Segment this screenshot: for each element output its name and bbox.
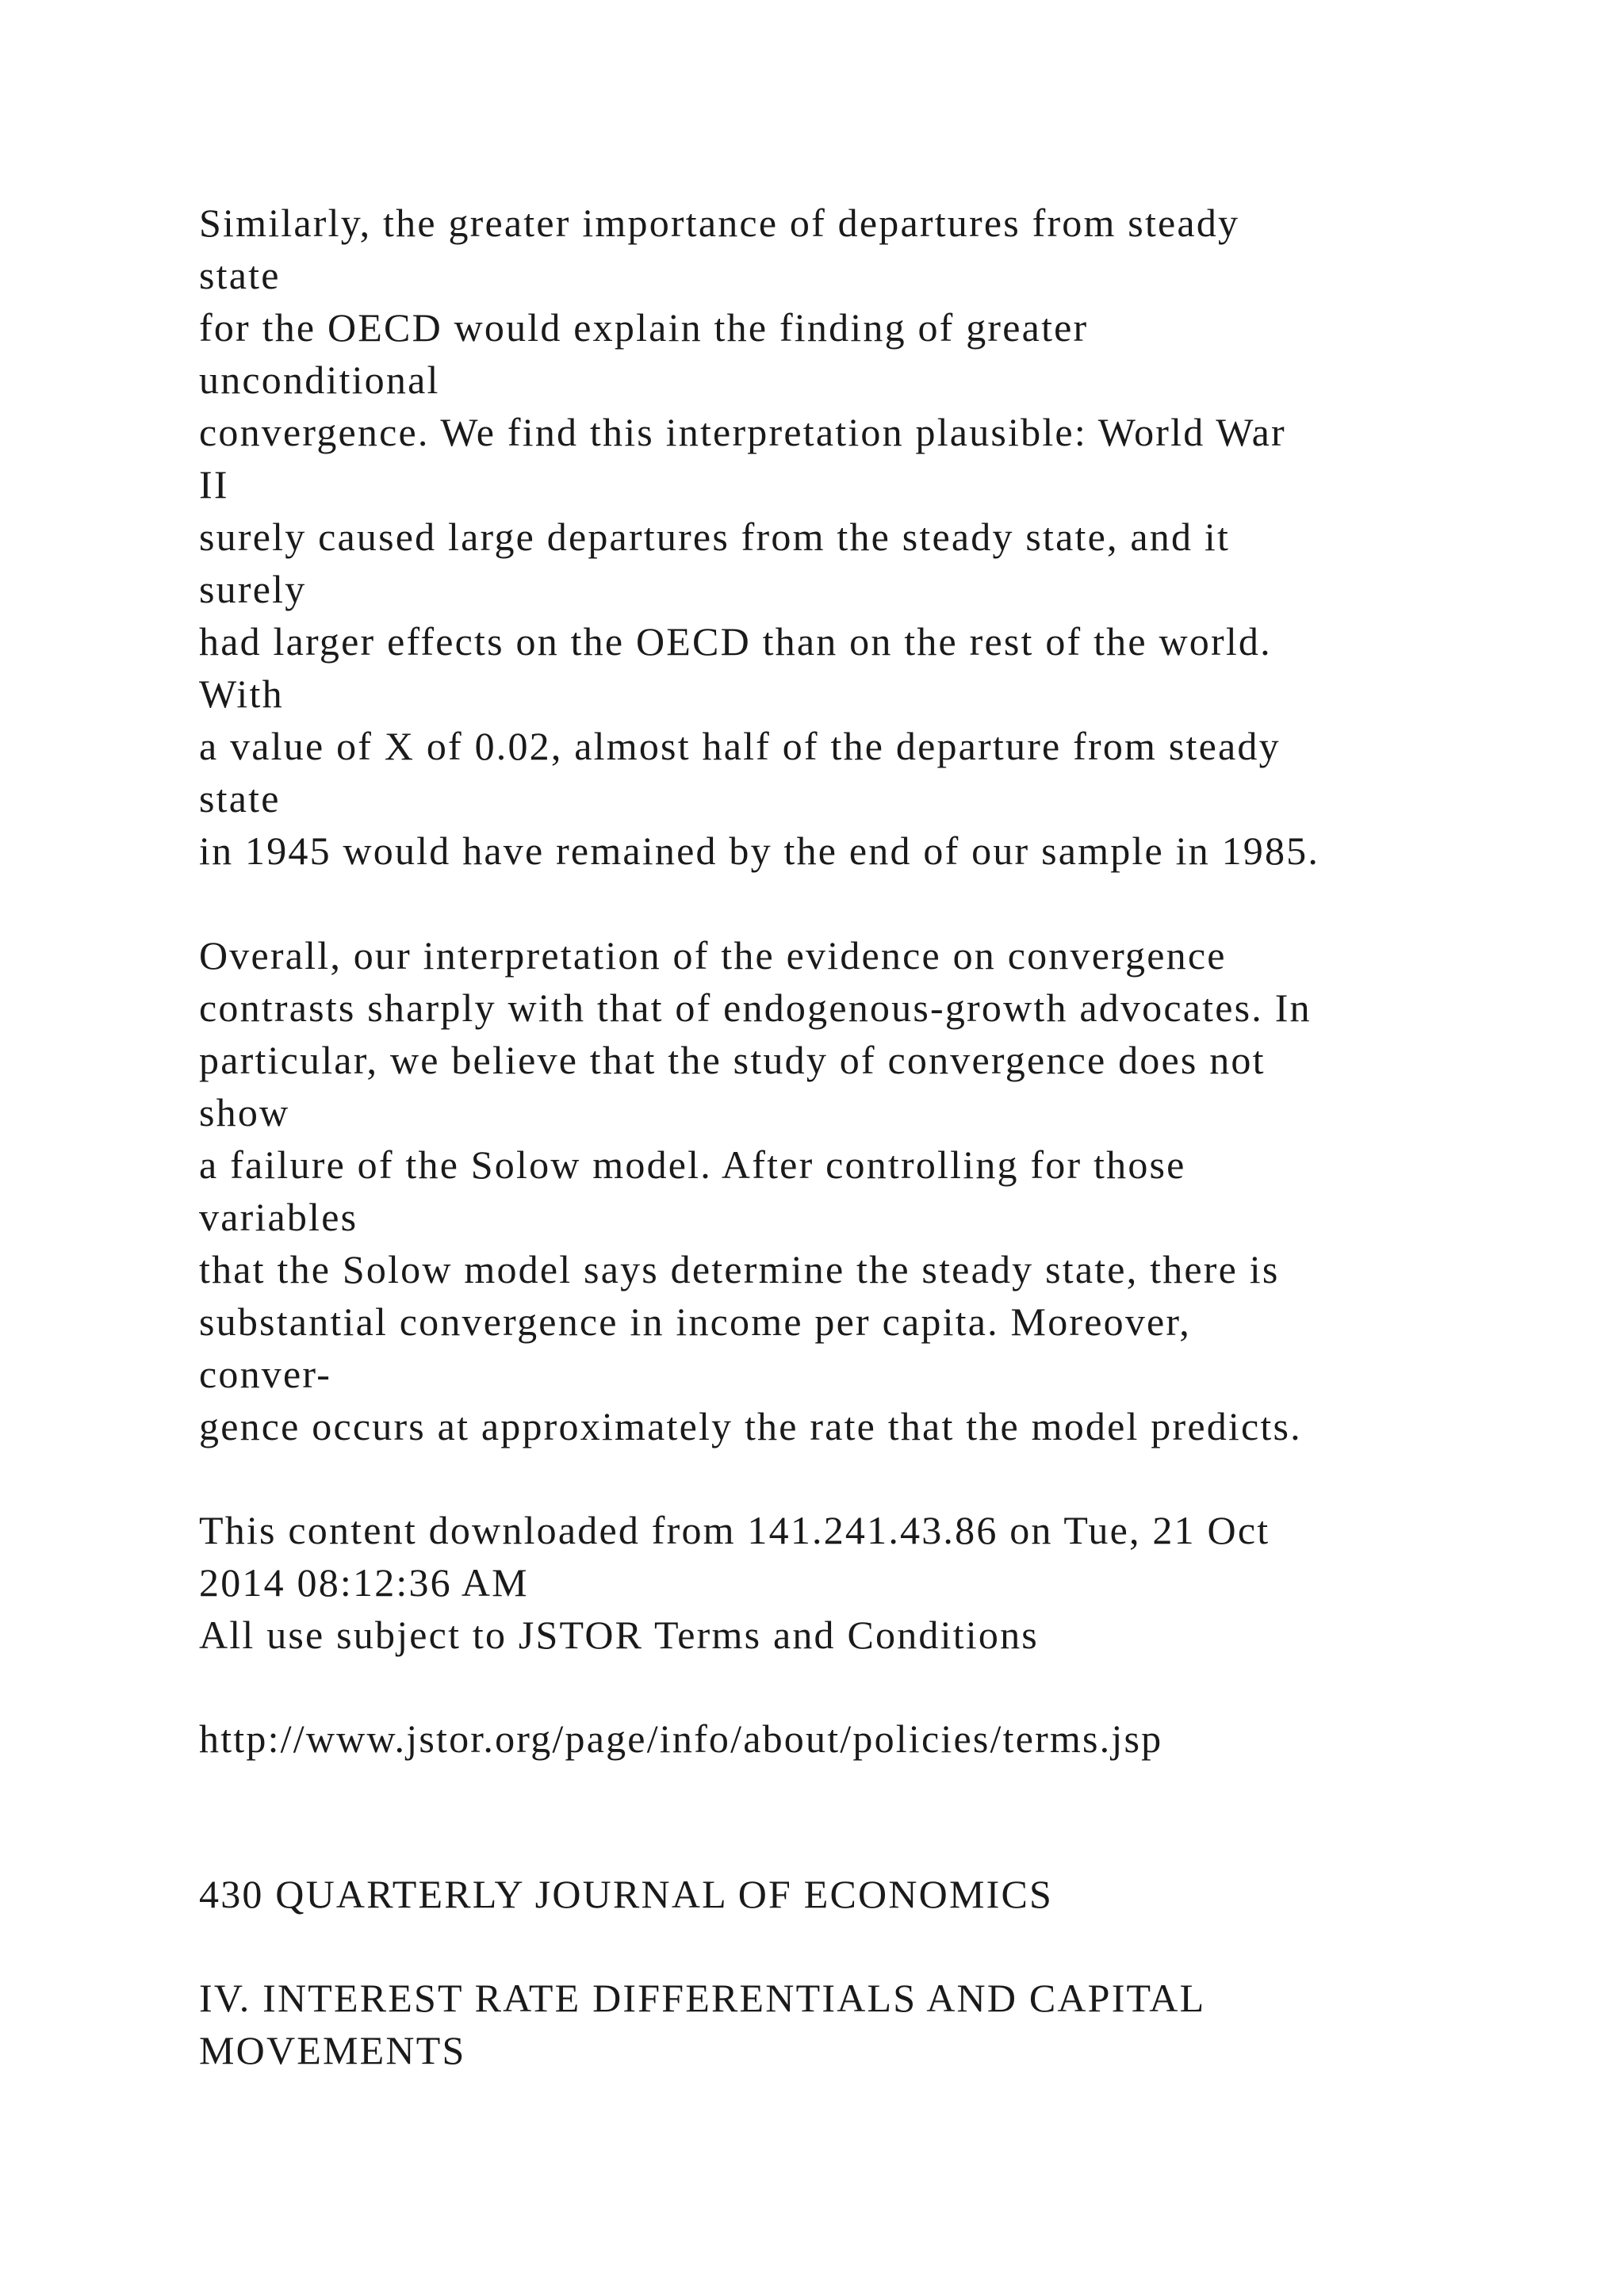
text-line: All use subject to JSTOR Terms and Conditions [199,1613,1039,1657]
text-line: convergence. We find this interpretation plausible: World War [199,410,1286,454]
text-line: in 1945 would have remained by the end of our sample in 1985. [199,828,1320,873]
text-line: gence occurs at approximately the rate that the model predicts. [199,1404,1302,1448]
text-line: contrasts sharply with that of endogenous-growth advocates. In [199,985,1312,1030]
text-line: that the Solow model says determine the steady state, there is [199,1247,1280,1292]
text-line: Overall, our interpretation of the evidence on convergence [199,933,1227,978]
text-line: Similarly, the greater importance of departures from steady [199,201,1240,245]
text-line: variables [199,1195,358,1239]
text-line: This content downloaded from 141.241.43.86 on Tue, 21 Oct [199,1508,1270,1552]
text-line: surely caused large departures from the steady state, and it [199,515,1231,559]
text-line: had larger effects on the OECD than on the rest of the world. [199,619,1272,664]
heading-line: MOVEMENTS [199,2028,466,2072]
text-line: unconditional [199,358,440,402]
text-line: a failure of the Solow model. After controlling for those [199,1142,1186,1187]
text-line: show [199,1090,290,1135]
text-line: surely [199,567,307,611]
text-line: state [199,776,281,821]
text-line: a value of X of 0.02, almost half of the departure from steady [199,724,1281,768]
text-line: With [199,672,284,716]
text-line: substantial convergence in income per capita. Moreover, [199,1299,1191,1344]
text-line: state [199,253,281,297]
text-line: conver- [199,1352,332,1396]
text-line: particular, we believe that the study of convergence does not [199,1038,1266,1082]
terms-url-link[interactable]: http://www.jstor.org/page/info/about/policies/terms.jsp [199,1716,1163,1761]
text-line: for the OECD would explain the finding of greater [199,305,1089,350]
text-line: 2014 08:12:36 AM [199,1560,529,1605]
heading-line: IV. INTEREST RATE DIFFERENTIALS AND CAPITAL [199,1976,1206,2020]
text-line: II [199,462,229,507]
running-header: 430 QUARTERLY JOURNAL OF ECONOMICS [199,1872,1054,1916]
